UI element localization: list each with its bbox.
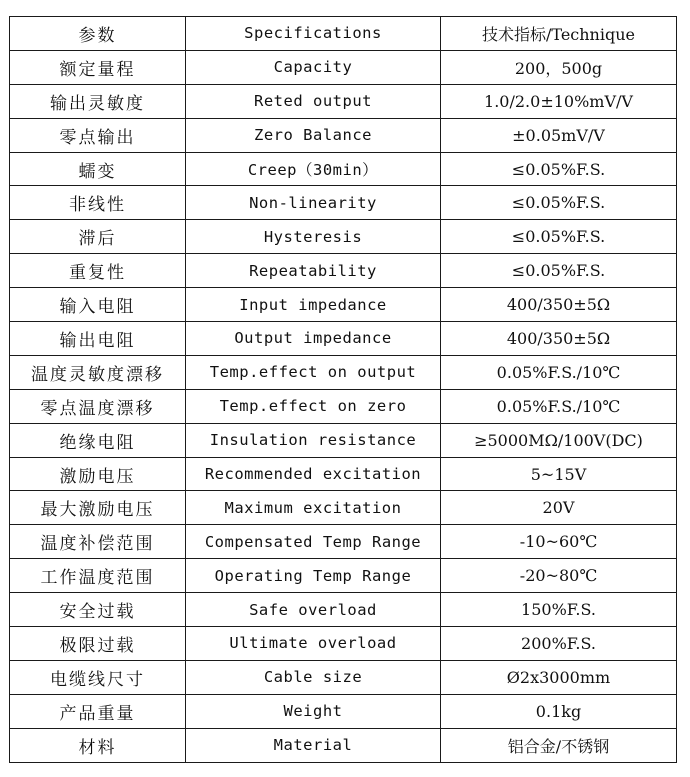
spec-cell: Compensated Temp Range	[186, 525, 441, 559]
table-row	[10, 186, 677, 220]
table-row	[10, 491, 677, 525]
header-param: 参数	[10, 17, 186, 51]
value-cell: ±0.05mV/V	[441, 118, 677, 152]
param-cell: 最大激励电压	[10, 491, 186, 525]
header-specifications: Specifications	[186, 17, 441, 51]
param-cell: 滞后	[10, 220, 186, 254]
table-row	[10, 559, 677, 593]
value-cell: -20~80℃	[441, 559, 677, 593]
spec-cell: Capacity	[186, 50, 441, 84]
spec-cell: Reted output	[186, 84, 441, 118]
header-technique: 技术指标/Technique	[441, 17, 677, 51]
spec-cell: Non-linearity	[186, 186, 441, 220]
table-header-row	[10, 17, 677, 51]
value-cell: ≥5000MΩ/100V(DC)	[441, 423, 677, 457]
param-cell: 蠕变	[10, 152, 186, 186]
spec-cell: Temp.effect on output	[186, 355, 441, 389]
value-cell: -10~60℃	[441, 525, 677, 559]
value-cell: ≤0.05%F.S.	[441, 186, 677, 220]
spec-cell: Material	[186, 728, 441, 762]
table-row	[10, 660, 677, 694]
table-row	[10, 694, 677, 728]
spec-cell: Hysteresis	[186, 220, 441, 254]
param-cell: 输入电阻	[10, 288, 186, 322]
param-cell: 材料	[10, 728, 186, 762]
table-row	[10, 84, 677, 118]
param-cell: 极限过载	[10, 627, 186, 661]
table-row	[10, 220, 677, 254]
value-cell: 1.0/2.0±10%mV/V	[441, 84, 677, 118]
param-cell: 安全过载	[10, 593, 186, 627]
spec-cell: Weight	[186, 694, 441, 728]
value-cell: Ø2x3000mm	[441, 660, 677, 694]
spec-cell: Cable size	[186, 660, 441, 694]
value-cell: 铝合金/不锈钢	[441, 728, 677, 762]
table-row	[10, 423, 677, 457]
value-cell: ≤0.05%F.S.	[441, 254, 677, 288]
param-cell: 绝缘电阻	[10, 423, 186, 457]
param-cell: 零点输出	[10, 118, 186, 152]
table-row	[10, 118, 677, 152]
spec-cell: Zero Balance	[186, 118, 441, 152]
param-cell: 输出灵敏度	[10, 84, 186, 118]
value-cell: 20V	[441, 491, 677, 525]
param-cell: 输出电阻	[10, 322, 186, 356]
value-cell: 5~15V	[441, 457, 677, 491]
spec-cell: Operating Temp Range	[186, 559, 441, 593]
value-cell: 400/350±5Ω	[441, 322, 677, 356]
value-cell: 0.05%F.S./10℃	[441, 355, 677, 389]
specifications-table	[9, 16, 677, 763]
spec-cell: Insulation resistance	[186, 423, 441, 457]
value-cell: 400/350±5Ω	[441, 288, 677, 322]
table-row	[10, 627, 677, 661]
value-cell: 0.1kg	[441, 694, 677, 728]
param-cell: 电缆线尺寸	[10, 660, 186, 694]
table-row	[10, 322, 677, 356]
spec-cell: Safe overload	[186, 593, 441, 627]
param-cell: 温度补偿范围	[10, 525, 186, 559]
table-row	[10, 525, 677, 559]
value-cell: 0.05%F.S./10℃	[441, 389, 677, 423]
value-cell: ≤0.05%F.S.	[441, 152, 677, 186]
param-cell: 非线性	[10, 186, 186, 220]
param-cell: 温度灵敏度漂移	[10, 355, 186, 389]
spec-cell: Output impedance	[186, 322, 441, 356]
value-cell: 150%F.S.	[441, 593, 677, 627]
table-row	[10, 254, 677, 288]
value-cell: 200%F.S.	[441, 627, 677, 661]
table-row	[10, 288, 677, 322]
spec-cell: Ultimate overload	[186, 627, 441, 661]
table-row	[10, 728, 677, 762]
param-cell: 产品重量	[10, 694, 186, 728]
param-cell: 重复性	[10, 254, 186, 288]
value-cell: ≤0.05%F.S.	[441, 220, 677, 254]
param-cell: 工作温度范围	[10, 559, 186, 593]
param-cell: 额定量程	[10, 50, 186, 84]
table-row	[10, 389, 677, 423]
value-cell: 200，500g	[441, 50, 677, 84]
spec-cell: Repeatability	[186, 254, 441, 288]
table-row	[10, 355, 677, 389]
table-row	[10, 457, 677, 491]
param-cell: 零点温度漂移	[10, 389, 186, 423]
spec-table-wrapper	[9, 16, 677, 763]
table-row	[10, 593, 677, 627]
table-row	[10, 152, 677, 186]
spec-cell: Maximum excitation	[186, 491, 441, 525]
spec-cell: Input impedance	[186, 288, 441, 322]
table-row	[10, 50, 677, 84]
spec-cell: Recommended excitation	[186, 457, 441, 491]
param-cell: 激励电压	[10, 457, 186, 491]
spec-cell: Creep（30min）	[186, 152, 441, 186]
spec-cell: Temp.effect on zero	[186, 389, 441, 423]
